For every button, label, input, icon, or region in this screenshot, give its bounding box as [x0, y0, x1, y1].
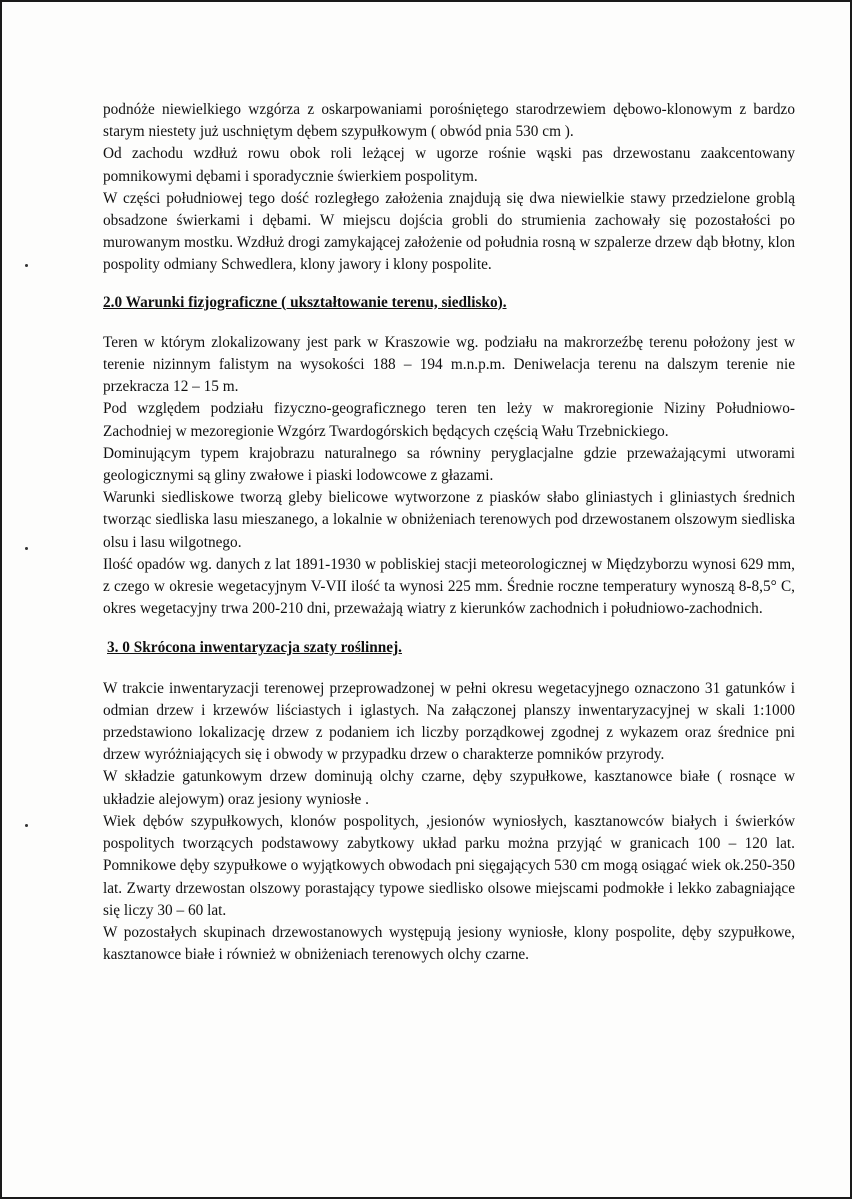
paragraph: Dominującym typem krajobrazu naturalnego sa równiny peryglacjalne gdzie przeważającymi utworami geologicznymi są gliny zwałowe i piaski lodowcowe z głazami.	[103, 444, 795, 485]
scan-speck-mark	[25, 547, 28, 550]
paragraph: Warunki siedliskowe tworzą gleby bielicowe wytworzone z piasków słabo gliniastych i gliniastych średnich tworząc siedliska lasu mieszanego, a lokalnie w obniżeniach terenowych pod drzewostanem olszowym siedliska olsu i lasu wilgotnego.	[103, 489, 795, 551]
scan-speck-mark	[25, 264, 28, 267]
section-heading-2: 2.0 Warunki fizjograficzne ( ukształtowanie terenu, siedlisko).	[103, 293, 507, 311]
document-body	[103, 99, 795, 966]
section-heading-3: 3. 0 Skrócona inwentaryzacja szaty roślinnej.	[107, 639, 403, 657]
paragraph: W trakcie inwentaryzacji terenowej przeprowadzonej w pełni okresu wegetacyjnego oznaczono 31 gatunków i odmian drzew i krzewów liściastych i iglastych. Na załączonej planszy inwentaryzacyjnej w skali 1:1000 przedstawiono lokalizację drzew z podaniem ich liczby porządkowej zgodnej z wykazem oraz średnice pni drzew wyróżniających się i obwody w przypadku drzew o charakterze pomników przyrody.	[103, 679, 795, 764]
paragraph: W składzie gatunkowym drzew dominują olchy czarne, dęby szypułkowe, kasztanowce białe ( rosnące w układzie alejowym) oraz jesiony wyniosłe .	[103, 768, 795, 808]
paragraph: W części południowej tego dość rozległego założenia znajdują się dwa niewielkie stawy przedzielone groblą obsadzone świerkami i dębami. W miejscu dojścia grobli do strumienia zachowały się pozostałości po murowanym mostku. Wzdłuż drogi zamykającej założenie od południa rosną w szpalerze drzew dąb błotny, klon pospolity odmiany Schwedlera, klony jawory i klony pospolite.	[103, 189, 795, 274]
paragraph: Pod względem podziału fizyczno-geograficznego teren ten leży w makroregionie Niziny Południowo-Zachodniej w mezoregionie Wzgórz Twardogórskich będących częścią Wału Trzebnickiego.	[103, 400, 795, 440]
scan-speck-mark	[25, 824, 28, 827]
paragraph: podnóże niewielkiego wzgórza z oskarpowaniami porośniętego starodrzewiem dębowo-klonowym z bardzo starym niestety już uschniętym dębem szypułkowym ( obwód pnia 530 cm ).	[103, 101, 795, 141]
paragraph: Teren w którym zlokalizowany jest park w Kraszowie wg. podziału na makrorzeźbę terenu położony jest w terenie nizinnym falistym na wysokości 188 – 194 m.n.p.m. Deniwelacja terenu na dalszym terenie nie przekracza 12 – 15 m.	[103, 333, 795, 396]
paragraph: W pozostałych skupinach drzewostanowych występują jesiony wyniosłe, klony pospolite, dęby szypułkowe, kasztanowce białe i również w obniżeniach terenowych olchy czarne.	[103, 923, 795, 964]
paragraph: Wiek dębów szypułkowych, klonów pospolitych, ,jesionów wyniosłych, kasztanowców białych i świerków pospolitych tworzących podstawowy zabytkowy układ parku można przyjąć w granicach 100 – 120 lat. Pomnikowe dęby szypułkowe o wyjątkowych obwodach pni sięgających 530 cm mogą osiągać wiek ok.250-350 lat. Zwarty drzewostan olszowy porastający typowe siedlisko olsowe miejscami podmokłe i lekko zabagniające się liczy 30 – 60 lat.	[103, 812, 795, 919]
paragraph: Od zachodu wzdłuż rowu obok roli leżącej w ugorze rośnie wąski pas drzewostanu zaakcentowany pomnikowymi dębami i sporadycznie świerkiem pospolitym.	[103, 145, 795, 185]
paragraph: Ilość opadów wg. danych z lat 1891-1930 w pobliskiej stacji meteorologicznej w Międzyborzu wynosi 629 mm, z czego w okresie wegetacyjnym V-VII ilość ta wynosi 225 mm. Średnie roczne temperatury wynoszą 8-8,5° C, okres wegetacyjny trwa 200-210 dni, przeważają wiatry z kierunków zachodnich i południowo-zachodnich.	[103, 555, 795, 618]
